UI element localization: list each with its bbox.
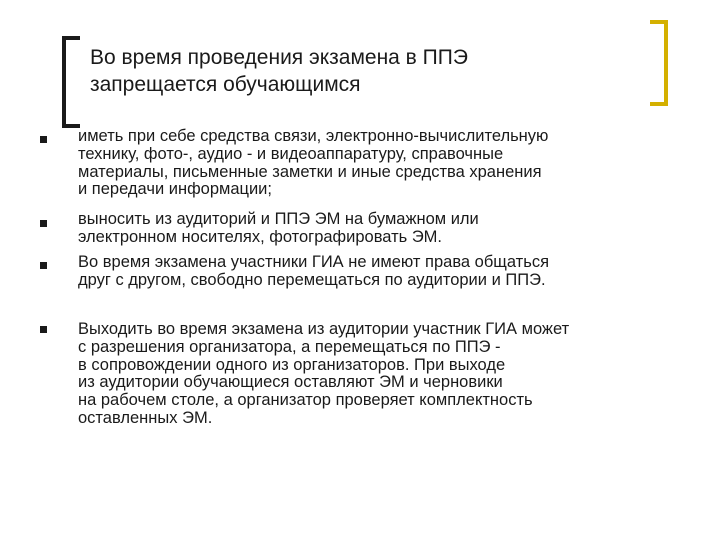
bullet-line: и передачи информации; <box>78 180 272 199</box>
bullet-line: друг с другом, свободно перемещаться по аудитории и ППЭ. <box>78 270 546 289</box>
bullet-line: в сопровождении одного из организаторов. При выходе <box>78 355 506 374</box>
title-line: запрещается обучающимся <box>90 73 361 96</box>
bullet-line: Во время экзамена участники ГИА не имеют права общаться <box>78 253 550 271</box>
bullet-square-icon <box>40 136 47 143</box>
bullet-square-icon <box>40 220 47 227</box>
bullet-line: с разрешения организатора, а перемещаться по ППЭ - <box>78 337 501 356</box>
bullet-item <box>78 128 698 199</box>
bullet-square-icon <box>40 262 47 269</box>
bullet-line: Выходить во время экзамена из аудитории участник ГИА может <box>78 320 570 338</box>
bullet-line: выносить из аудиторий и ППЭ ЭМ на бумажном или <box>78 210 479 228</box>
bullet-line: иметь при себе средства связи, электронно-вычислительную <box>78 127 549 145</box>
bullet-line: на рабочем столе, а организатор проверяет комплектность <box>78 391 533 410</box>
bullet-line: из аудитории обучающиеся оставляют ЭМ и черновики <box>78 373 503 392</box>
bullet-item <box>78 211 698 247</box>
bullet-line: технику, фото-, аудио - и видеоаппаратуру, справочные <box>78 144 504 163</box>
bullet-item <box>78 254 698 290</box>
bullet-item <box>78 321 698 428</box>
bullet-line: материалы, письменные заметки и иные средства хранения <box>78 162 542 181</box>
slide-title <box>90 44 630 98</box>
right-bracket-decoration <box>650 20 668 106</box>
bullet-line: оставленных ЭМ. <box>78 408 213 427</box>
title-line: Во время проведения экзамена в ППЭ <box>90 46 468 69</box>
left-bracket-decoration <box>62 36 80 128</box>
bullet-line: электронном носителях, фотографировать ЭМ. <box>78 227 443 246</box>
bullet-square-icon <box>40 326 47 333</box>
